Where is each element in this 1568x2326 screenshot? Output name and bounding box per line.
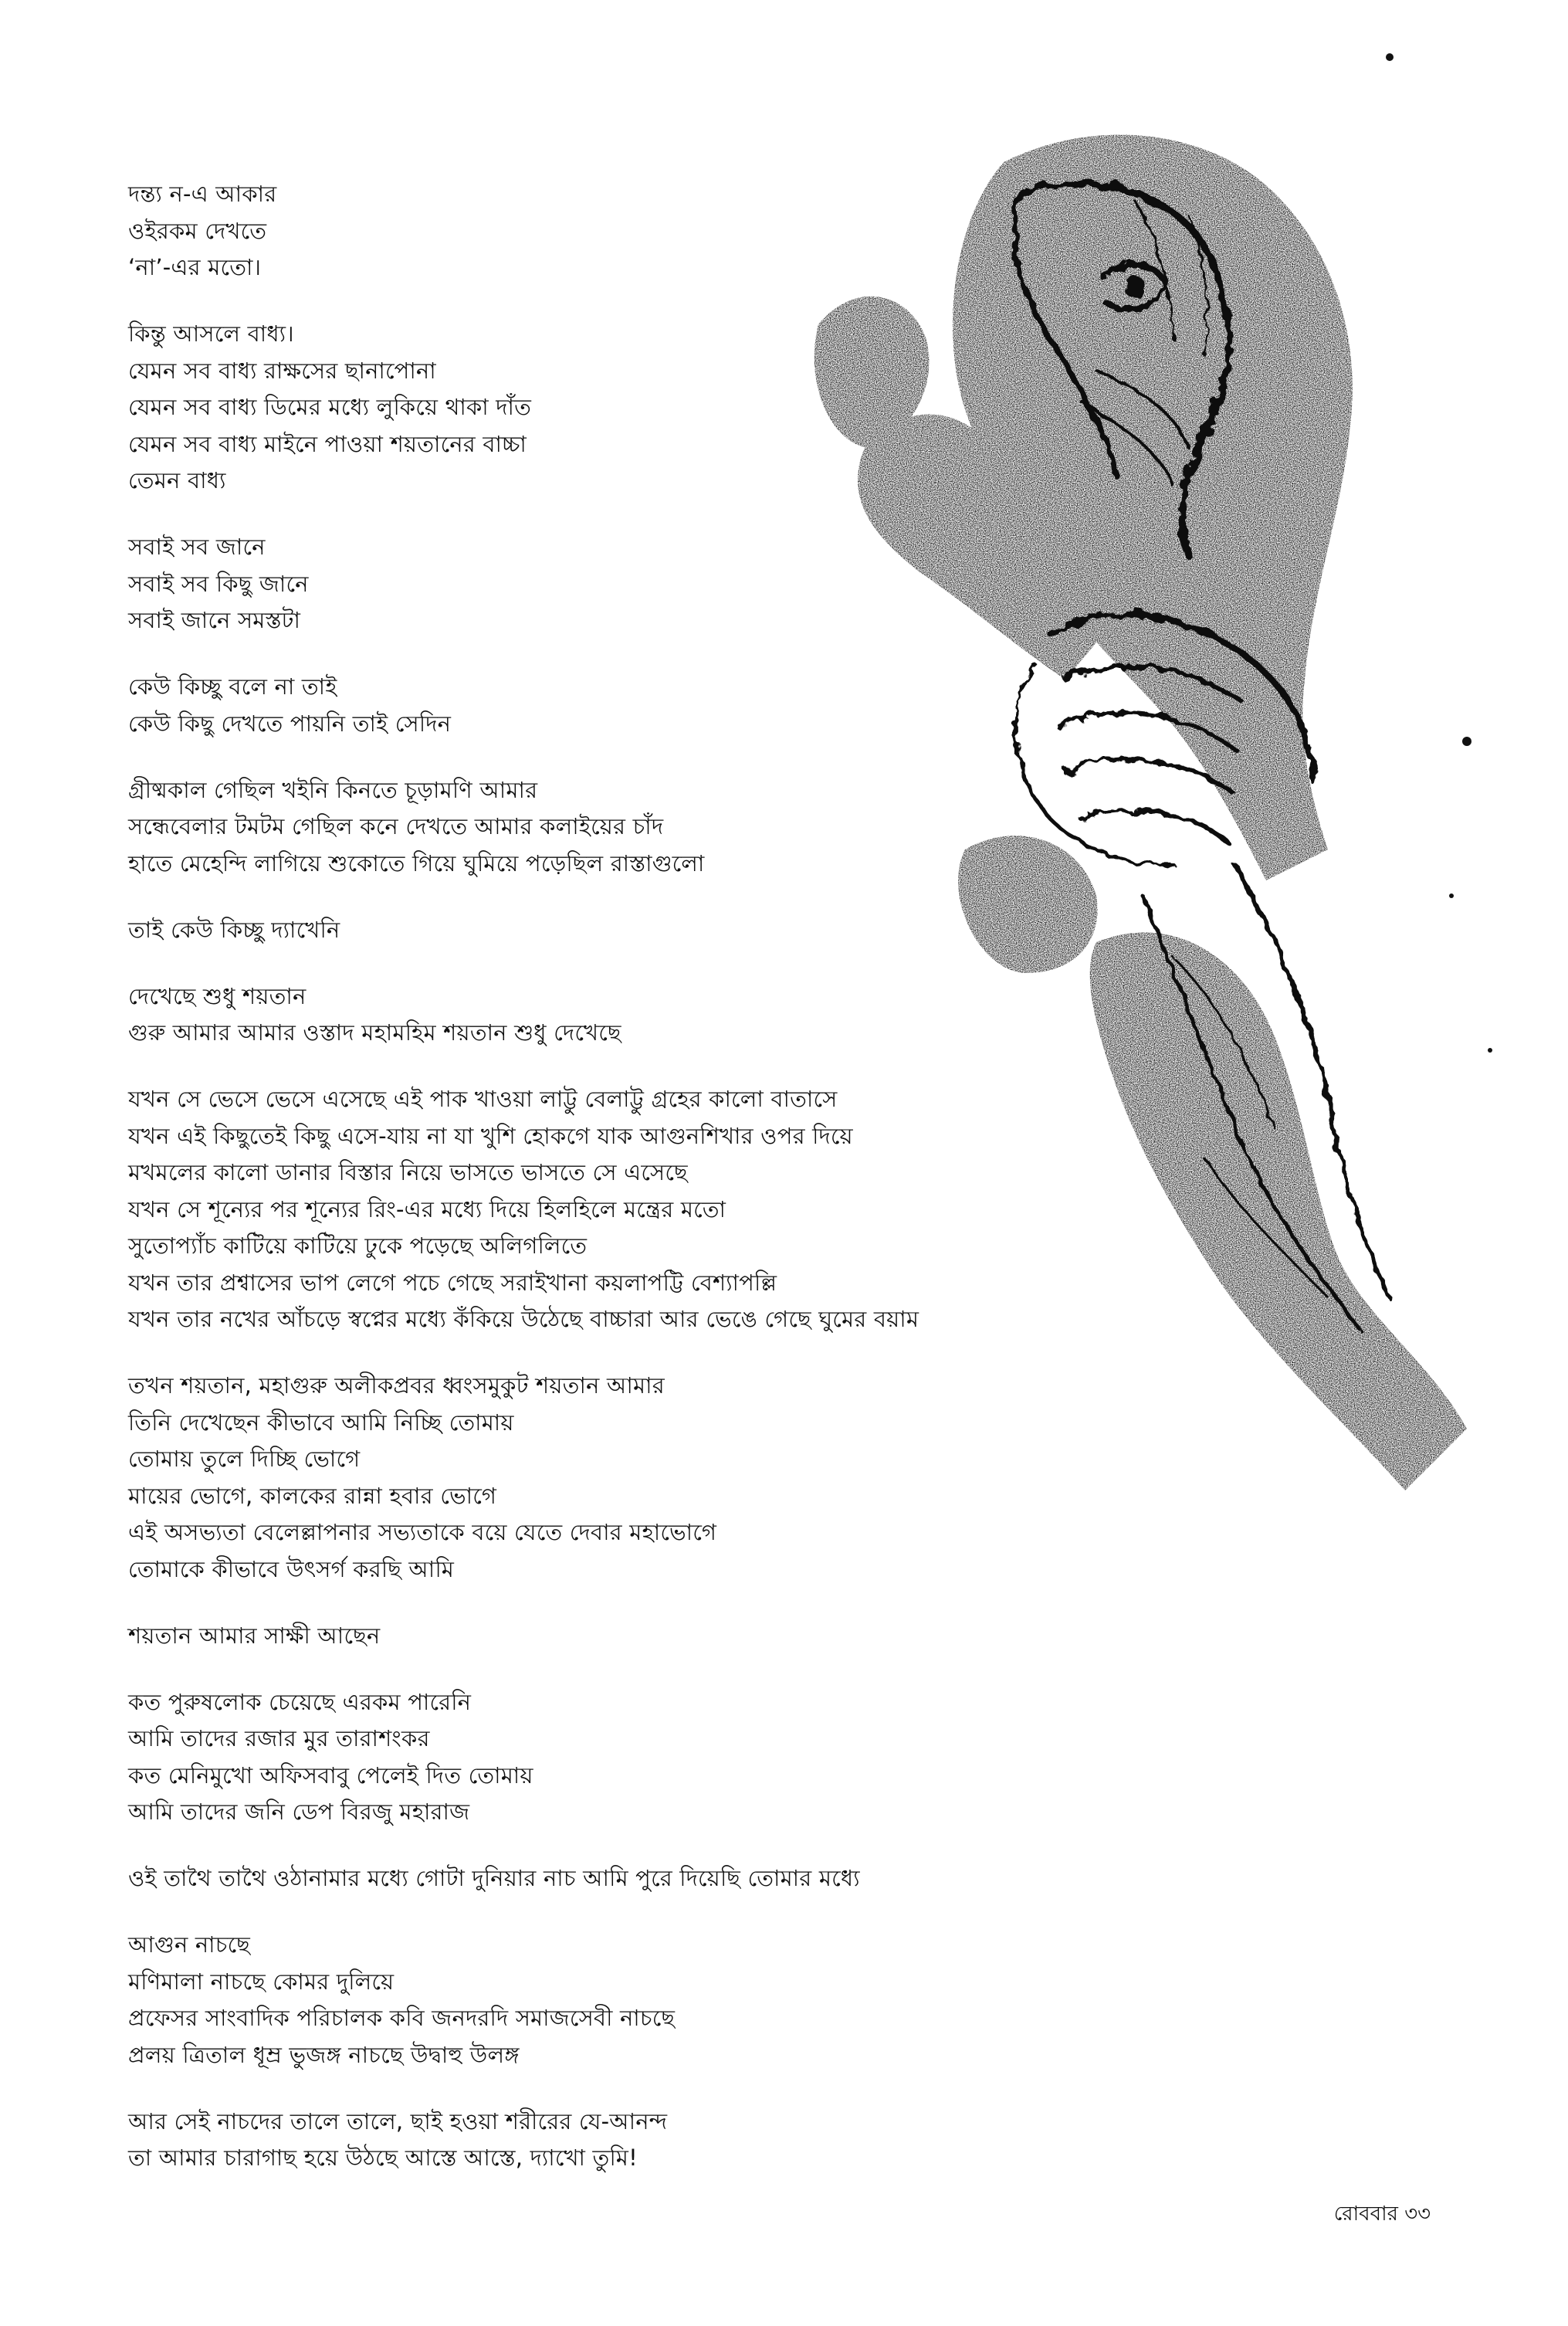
poem-line: এই অসভ্যতা বেলেল্লাপনার সভ্যতাকে বয়ে যেতে দেবার মহাভোগে [128, 1519, 717, 1545]
poem-line: কিন্তু আসলে বাধ্য। [128, 320, 294, 347]
poem-line: শয়তান আমার সাক্ষী আছেন [128, 1622, 381, 1649]
poem-line: প্রফেসর সাংবাদিক পরিচালক কবি জনদরদি সমাজসেবী নাচছে [128, 2005, 676, 2031]
poem-line: গ্রীষ্মকাল গেছিল খইনি কিনতে চূড়ামণি আমার [128, 776, 538, 803]
poem-line: মণিমালা নাচছে কোমর দুলিয়ে [128, 1968, 395, 1995]
poem-stanza [128, 1860, 1209, 1897]
poem-stanza [128, 669, 1209, 742]
poem-line: মায়ের ভোগে, কালকের রান্না হবার ভোগে [128, 1482, 497, 1509]
poem-line: প্রলয় ত্রিতাল ধূম্র ভুজঙ্গ নাচছে উদ্বাহু উলঙ্গ [128, 2041, 520, 2068]
poem-line: ওই তাথৈ তাথৈ ওঠানামার মধ্যে গোটা দুনিয়ার নাচ আমি পুরে দিয়েছি তোমার মধ্যে [128, 1865, 860, 1891]
poem-line: কত পুরুষলোক চেয়েছে এরকম পারেনি [128, 1688, 472, 1715]
poem-line: দন্ত্য ন-এ আকার [128, 181, 277, 207]
poem-line: কত মেনিমুখো অফিসবাবু পেলেই দিত তোমায় [128, 1761, 533, 1789]
poem-line: সুতোপ্যাঁচ কাটিয়ে কাটিয়ে ঢুকে পড়েছে অলিগলিতে [128, 1233, 588, 1259]
poem-line: যেমন সব বাধ্য মাইনে পাওয়া শয়তানের বাচ্চা [128, 430, 527, 457]
poem-line: তাই কেউ কিচ্ছু দ্যাখেনি [128, 916, 340, 943]
poem-line: যখন এই কিছুতেই কিছু এসে-যায় না যা খুশি হোকগে যাক আগুনশিখার ওপর দিয়ে [128, 1122, 853, 1149]
poem-line: সন্ধেবেলার টমটম গেছিল কনে দেখতে আমার কলাইয়ের চাঁদ [128, 813, 664, 839]
poem-line: যখন সে শূন্যের পর শূন্যের রিং-এর মধ্যে দিয়ে হিলহিলে মন্ত্রের মতো [128, 1195, 726, 1222]
poem-line: যখন তার প্রশ্বাসের ভাপ লেগে পচে গেছে সরাইখানা কয়লাপট্টি বেশ্যাপল্লি [128, 1269, 777, 1296]
poem-line: গুরু আমার আমার ওস্তাদ মহামহিম শয়তান শুধু দেখেছে [128, 1019, 621, 1046]
poem-line: আমি তাদের রজার মুর তারাশংকর [128, 1725, 430, 1751]
poem-stanza [128, 529, 1209, 639]
poem-stanza [128, 1684, 1209, 1831]
poem-line: তা আমার চারাগাছ হয়ে উঠছে আস্তে আস্তে, দ্যাখো তুমি! [128, 2145, 638, 2171]
poem-line: যখন সে ভেসে ভেসে এসেছে এই পাক খাওয়া লাট্টু বেলাট্টু গ্রহের কালো বাতাসে [128, 1086, 838, 1112]
poem-line: মখমলের কালো ডানার বিস্তার নিয়ে ভাসতে ভাসতে সে এসেছে [128, 1159, 688, 1185]
page-folio: রোববার ৩৩ [1333, 2202, 1431, 2226]
poem-stanza [128, 316, 1209, 500]
poem-line: সবাই সব জানে [128, 534, 266, 560]
poem-line: সবাই সব কিছু জানে [128, 570, 309, 597]
poem-stanza [128, 176, 1209, 287]
poem-line: সবাই জানে সমস্তটা [128, 607, 301, 633]
poem-line: কেউ কিচ্ছু বলে না তাই [128, 673, 337, 700]
poem-line: যেমন সব বাধ্য ডিমের মধ্যে লুকিয়ে থাকা দাঁত [128, 394, 532, 420]
poem-line: তখন শয়তান, মহাগুরু অলীকপ্রবর ধ্বংসমুকুট শয়তান আমার [128, 1372, 665, 1399]
poem-line: ‘না’-এর মতো। [128, 254, 262, 280]
poem-line: তোমায় তুলে দিচ্ছি ভোগে [128, 1446, 361, 1472]
poem-stanza [128, 1927, 1209, 2073]
poem-stanza [128, 912, 1209, 949]
poem-line: দেখেছে শুধু শয়তান [128, 982, 306, 1009]
poem-stanza [128, 772, 1209, 883]
poem-line: যখন তার নখের আঁচড়ে স্বপ্নের মধ্যে কঁকিয়ে উঠেছে বাচ্চারা আর ভেঙে গেছে ঘুমের বয়াম [128, 1306, 919, 1332]
poem-line: তিনি দেখেছেন কীভাবে আমি নিচ্ছি তোমায় [128, 1409, 514, 1436]
poem-line: ওইরকম দেখতে [128, 217, 267, 244]
poem-stanza [128, 2104, 1209, 2177]
poem-line: আর সেই নাচদের তালে তালে, ছাই হওয়া শরীরের যে-আনন্দ [128, 2107, 668, 2134]
poem-line: তেমন বাধ্য [128, 467, 226, 493]
poem-line: যেমন সব বাধ্য রাক্ষসের ছানাপোনা [128, 357, 436, 384]
poem-stanza [128, 978, 1209, 1052]
poem-line: তোমাকে কীভাবে উৎসর্গ করছি আমি [128, 1555, 455, 1582]
poem-stanza [128, 1081, 1209, 1338]
poem-text [128, 176, 1209, 2206]
poem-line: আমি তাদের জনি ডেপ বিরজু মহারাজ [128, 1799, 470, 1825]
poem-stanza [128, 1368, 1209, 1588]
poem-stanza [128, 1618, 1209, 1655]
poem-line: কেউ কিছু দেখতে পায়নি তাই সেদিন [128, 710, 452, 737]
poem-line: হাতে মেহেন্দি লাগিয়ে শুকোতে গিয়ে ঘুমিয়ে পড়েছিল রাস্তাগুলো [128, 849, 705, 876]
poem-line: আগুন নাচছে [128, 1931, 251, 1958]
